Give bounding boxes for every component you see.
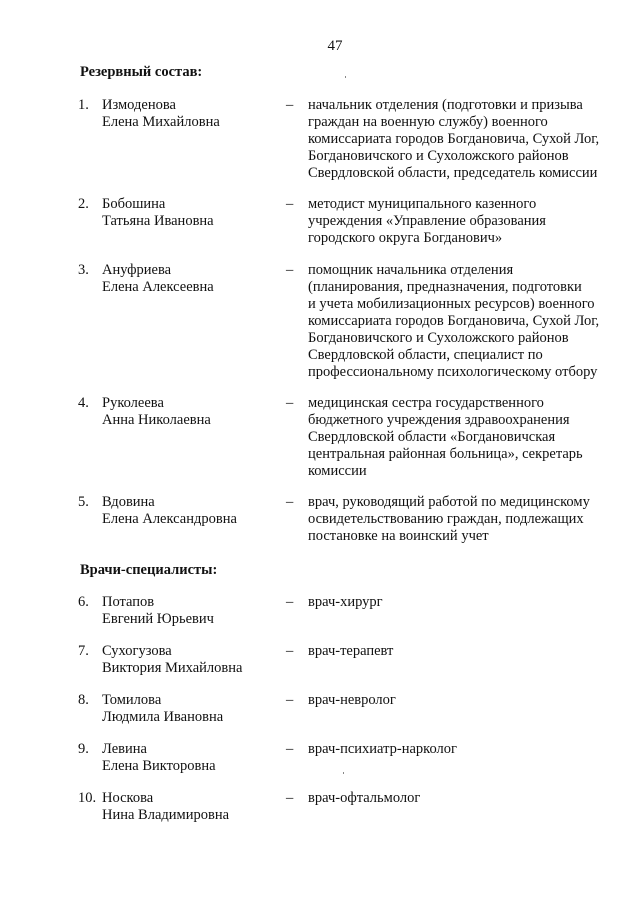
person-name bbox=[102, 594, 282, 628]
given-name: Елена Викторовна bbox=[102, 758, 216, 774]
section-heading-reserve: Резервный состав: bbox=[80, 64, 203, 80]
given-name: Нина Владимировна bbox=[102, 807, 230, 823]
item-number: 4. bbox=[78, 395, 89, 411]
person-name bbox=[102, 741, 282, 775]
position-description bbox=[308, 494, 618, 545]
position-description bbox=[308, 594, 618, 611]
given-name: Виктория Михайловна bbox=[102, 660, 243, 676]
person-name bbox=[102, 395, 282, 429]
given-name: Елена Алексеевна bbox=[102, 279, 214, 295]
description-line: врач-невролог bbox=[308, 692, 396, 708]
given-name: Елена Александровна bbox=[102, 511, 237, 527]
position-description bbox=[308, 97, 618, 182]
description-line: врач-хирург bbox=[308, 594, 383, 610]
position-description bbox=[308, 741, 618, 758]
item-number: 2. bbox=[78, 196, 89, 212]
description-line: медицинская сестра государственного bbox=[308, 395, 544, 411]
description-line: бюджетного учреждения здравоохранения bbox=[308, 412, 570, 428]
dash: – bbox=[286, 594, 294, 610]
dash: – bbox=[286, 692, 294, 708]
person-name bbox=[102, 494, 282, 528]
description-line: комиссариата городов Богдановича, Сухой Лог, bbox=[308, 131, 600, 147]
surname: Сухогузова bbox=[102, 643, 172, 659]
surname: Потапов bbox=[102, 594, 155, 610]
dash: – bbox=[286, 97, 294, 113]
description-line: Богдановичского и Сухоложского районов bbox=[308, 330, 569, 346]
surname: Томилова bbox=[102, 692, 162, 708]
surname: Левина bbox=[102, 741, 147, 757]
position-description bbox=[308, 790, 618, 807]
surname: Бобошина bbox=[102, 196, 166, 212]
surname: Вдовина bbox=[102, 494, 155, 510]
item-number: 8. bbox=[78, 692, 89, 708]
dash: – bbox=[286, 643, 294, 659]
item-number: 1. bbox=[78, 97, 89, 113]
item-number: 5. bbox=[78, 494, 89, 510]
surname: Ануфриева bbox=[102, 262, 172, 278]
description-line: методист муниципального казенного bbox=[308, 196, 537, 212]
description-line: центральная районная больница», секретарь bbox=[308, 446, 583, 462]
person-name bbox=[102, 262, 282, 296]
person-name bbox=[102, 790, 282, 824]
position-description bbox=[308, 643, 618, 660]
person-name bbox=[102, 643, 282, 677]
description-line: и учета мобилизационных ресурсов) военного bbox=[308, 296, 595, 312]
description-line: Богдановичского и Сухоложского районов bbox=[308, 148, 569, 164]
given-name: Татьяна Ивановна bbox=[102, 213, 214, 229]
description-line: врач, руководящий работой по медицинскому bbox=[308, 494, 590, 510]
description-line: врач-терапевт bbox=[308, 643, 394, 659]
given-name: Евгений Юрьевич bbox=[102, 611, 214, 627]
description-line: профессиональному психологическому отбору bbox=[308, 364, 598, 380]
description-line: помощник начальника отделения bbox=[308, 262, 514, 278]
dash: – bbox=[286, 494, 294, 510]
dash: – bbox=[286, 790, 294, 806]
description-line: комиссии bbox=[308, 463, 367, 479]
person-name bbox=[102, 196, 282, 230]
position-description bbox=[308, 196, 618, 247]
description-line: учреждения «Управление образования bbox=[308, 213, 546, 229]
person-name bbox=[102, 97, 282, 131]
scan-speck bbox=[345, 76, 346, 78]
description-line: Свердловской области, специалист по bbox=[308, 347, 543, 363]
item-number: 7. bbox=[78, 643, 89, 659]
description-line: граждан на военную службу) военного bbox=[308, 114, 548, 130]
given-name: Анна Николаевна bbox=[102, 412, 211, 428]
description-line: врач-психиатр-нарколог bbox=[308, 741, 457, 757]
item-number: 9. bbox=[78, 741, 89, 757]
description-line: освидетельствованию граждан, подлежащих bbox=[308, 511, 584, 527]
dash: – bbox=[286, 196, 294, 212]
position-description bbox=[308, 692, 618, 709]
scan-speck bbox=[343, 772, 344, 774]
description-line: Свердловской области «Богдановичская bbox=[308, 429, 556, 445]
person-name bbox=[102, 692, 282, 726]
dash: – bbox=[286, 262, 294, 278]
position-description bbox=[308, 262, 618, 381]
item-number: 10. bbox=[78, 790, 97, 806]
page-number: 47 bbox=[327, 38, 343, 54]
surname: Носкова bbox=[102, 790, 154, 806]
surname: Измоденова bbox=[102, 97, 176, 113]
description-line: Свердловской области, председатель комиссии bbox=[308, 165, 598, 181]
given-name: Елена Михайловна bbox=[102, 114, 220, 130]
description-line: городского округа Богданович» bbox=[308, 230, 503, 246]
item-number: 6. bbox=[78, 594, 89, 610]
description-line: (планирования, предназначения, подготовки bbox=[308, 279, 582, 295]
dash: – bbox=[286, 741, 294, 757]
description-line: начальник отделения (подготовки и призыва bbox=[308, 97, 583, 113]
section-heading-specialists: Врачи-специалисты: bbox=[80, 562, 218, 578]
description-line: врач-офтальмолог bbox=[308, 790, 421, 806]
description-line: комиссариата городов Богдановича, Сухой Лог, bbox=[308, 313, 600, 329]
given-name: Людмила Ивановна bbox=[102, 709, 224, 725]
item-number: 3. bbox=[78, 262, 89, 278]
position-description bbox=[308, 395, 618, 480]
description-line: постановке на воинский учет bbox=[308, 528, 489, 544]
surname: Руколеева bbox=[102, 395, 164, 411]
dash: – bbox=[286, 395, 294, 411]
